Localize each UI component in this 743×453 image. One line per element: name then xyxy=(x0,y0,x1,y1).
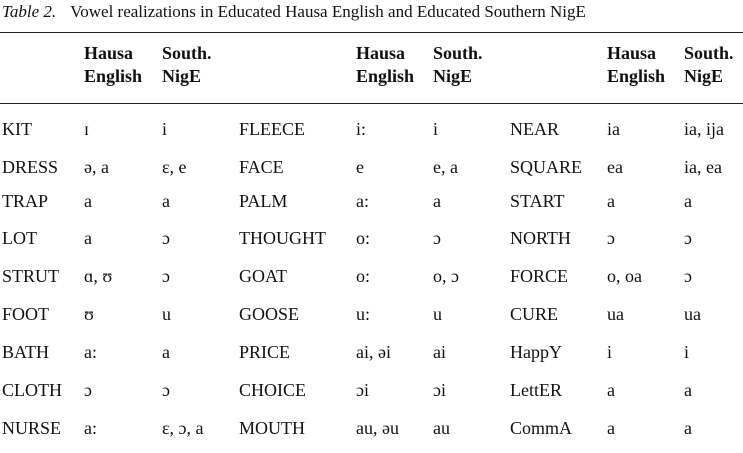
cell-lexset: STRUT xyxy=(2,266,60,286)
header-south-nige-2: South. NigE xyxy=(433,43,483,86)
cell-hausa: i xyxy=(607,342,613,362)
cell-south: ɔ xyxy=(162,380,170,400)
cell-lexset: SQUARE xyxy=(510,157,583,177)
header-rule xyxy=(0,103,743,104)
cell-south: a xyxy=(433,191,441,211)
header-hausa-english-2: Hausa English xyxy=(356,43,415,86)
cell-lexset: DRESS xyxy=(2,157,59,177)
cell-south: a xyxy=(162,342,170,362)
cell-south: ia, ea xyxy=(684,157,722,177)
cell-south: u xyxy=(433,304,442,324)
cell-hausa: au, əu xyxy=(356,418,399,438)
header-hausa-english-3: Hausa English xyxy=(607,43,666,86)
cell-lexset: HappY xyxy=(510,342,562,362)
cell-south: a xyxy=(162,191,170,211)
cell-hausa: ea xyxy=(607,157,623,177)
cell-lexset: MOUTH xyxy=(239,418,305,438)
table-number: Table 2. xyxy=(2,2,57,21)
cell-hausa: a xyxy=(84,191,92,211)
cell-south: ɔi xyxy=(433,380,446,400)
cell-hausa: a xyxy=(607,418,615,438)
cell-lexset: TRAP xyxy=(2,191,49,211)
cell-lexset: START xyxy=(510,191,565,211)
cell-lexset: CLOTH xyxy=(2,380,62,400)
cell-hausa: ɔ xyxy=(84,380,92,400)
cell-south: ɔ xyxy=(433,228,441,248)
cell-hausa: ɔ xyxy=(607,228,615,248)
cell-lexset: PALM xyxy=(239,191,288,211)
cell-hausa: a xyxy=(607,191,615,211)
cell-south: ua xyxy=(684,304,701,324)
cell-hausa: o, oa xyxy=(607,266,642,286)
cell-lexset: GOOSE xyxy=(239,304,300,324)
cell-south: ɛ, e xyxy=(162,157,187,177)
cell-lexset: THOUGHT xyxy=(239,228,326,248)
cell-south: ai xyxy=(433,342,446,362)
cell-south: ia, ija xyxy=(684,119,724,139)
cell-south: a xyxy=(684,191,692,211)
cell-south: i xyxy=(433,119,439,139)
top-rule xyxy=(0,32,743,33)
cell-lexset: FOOT xyxy=(2,304,50,324)
cell-south: o, ɔ xyxy=(433,266,459,286)
cell-south: e, a xyxy=(433,157,458,177)
cell-south: i xyxy=(162,119,168,139)
cell-hausa: a xyxy=(84,228,92,248)
cell-hausa: ai, əi xyxy=(356,342,391,362)
table-caption xyxy=(2,2,586,22)
cell-hausa: ia xyxy=(607,119,620,139)
cell-south: ɔ xyxy=(684,228,692,248)
cell-south: ɔ xyxy=(162,228,170,248)
cell-lexset: LOT xyxy=(2,228,37,248)
cell-south: u xyxy=(162,304,171,324)
cell-lexset: GOAT xyxy=(239,266,287,286)
cell-lexset: NURSE xyxy=(2,418,62,438)
cell-lexset: LettER xyxy=(510,380,562,400)
cell-lexset: BATH xyxy=(2,342,50,362)
cell-lexset: FORCE xyxy=(510,266,569,286)
cell-south: ɔ xyxy=(162,266,170,286)
header-hausa-english-1: Hausa English xyxy=(84,43,143,86)
table-title: Vowel realizations in Educated Hausa English and Educated Southern NigE xyxy=(70,2,586,21)
cell-south: a xyxy=(684,380,692,400)
cell-hausa: ɔi xyxy=(356,380,369,400)
header-south-nige-1: South. NigE xyxy=(162,43,212,86)
cell-hausa: a: xyxy=(356,191,369,211)
cell-hausa: o: xyxy=(356,266,371,286)
cell-lexset: CURE xyxy=(510,304,559,324)
header-south-nige-3: South. NigE xyxy=(684,43,734,86)
cell-lexset: CHOICE xyxy=(239,380,306,400)
cell-hausa: a xyxy=(607,380,615,400)
cell-lexset: CommA xyxy=(510,418,573,438)
cell-lexset: NORTH xyxy=(510,228,571,248)
cell-hausa: i: xyxy=(356,119,367,139)
cell-hausa: e xyxy=(356,157,364,177)
cell-hausa: a: xyxy=(84,342,97,362)
cell-hausa: ua xyxy=(607,304,624,324)
cell-south: au xyxy=(433,418,450,438)
cell-hausa: u: xyxy=(356,304,371,324)
cell-hausa: ʊ xyxy=(84,304,94,324)
cell-lexset: PRICE xyxy=(239,342,291,362)
cell-south: i xyxy=(684,342,690,362)
cell-hausa: ɑ, ʊ xyxy=(84,266,113,286)
cell-lexset: FLEECE xyxy=(239,119,305,139)
cell-lexset: FACE xyxy=(239,157,284,177)
cell-lexset: NEAR xyxy=(510,119,559,139)
cell-lexset: KIT xyxy=(2,119,32,139)
cell-south: ɛ, ɔ, a xyxy=(162,418,204,438)
cell-hausa: ə, a xyxy=(84,157,109,177)
cell-hausa: ɪ xyxy=(84,119,90,139)
cell-hausa: o: xyxy=(356,228,371,248)
cell-south: a xyxy=(684,418,692,438)
cell-south: ɔ xyxy=(684,266,692,286)
cell-hausa: a: xyxy=(84,418,97,438)
